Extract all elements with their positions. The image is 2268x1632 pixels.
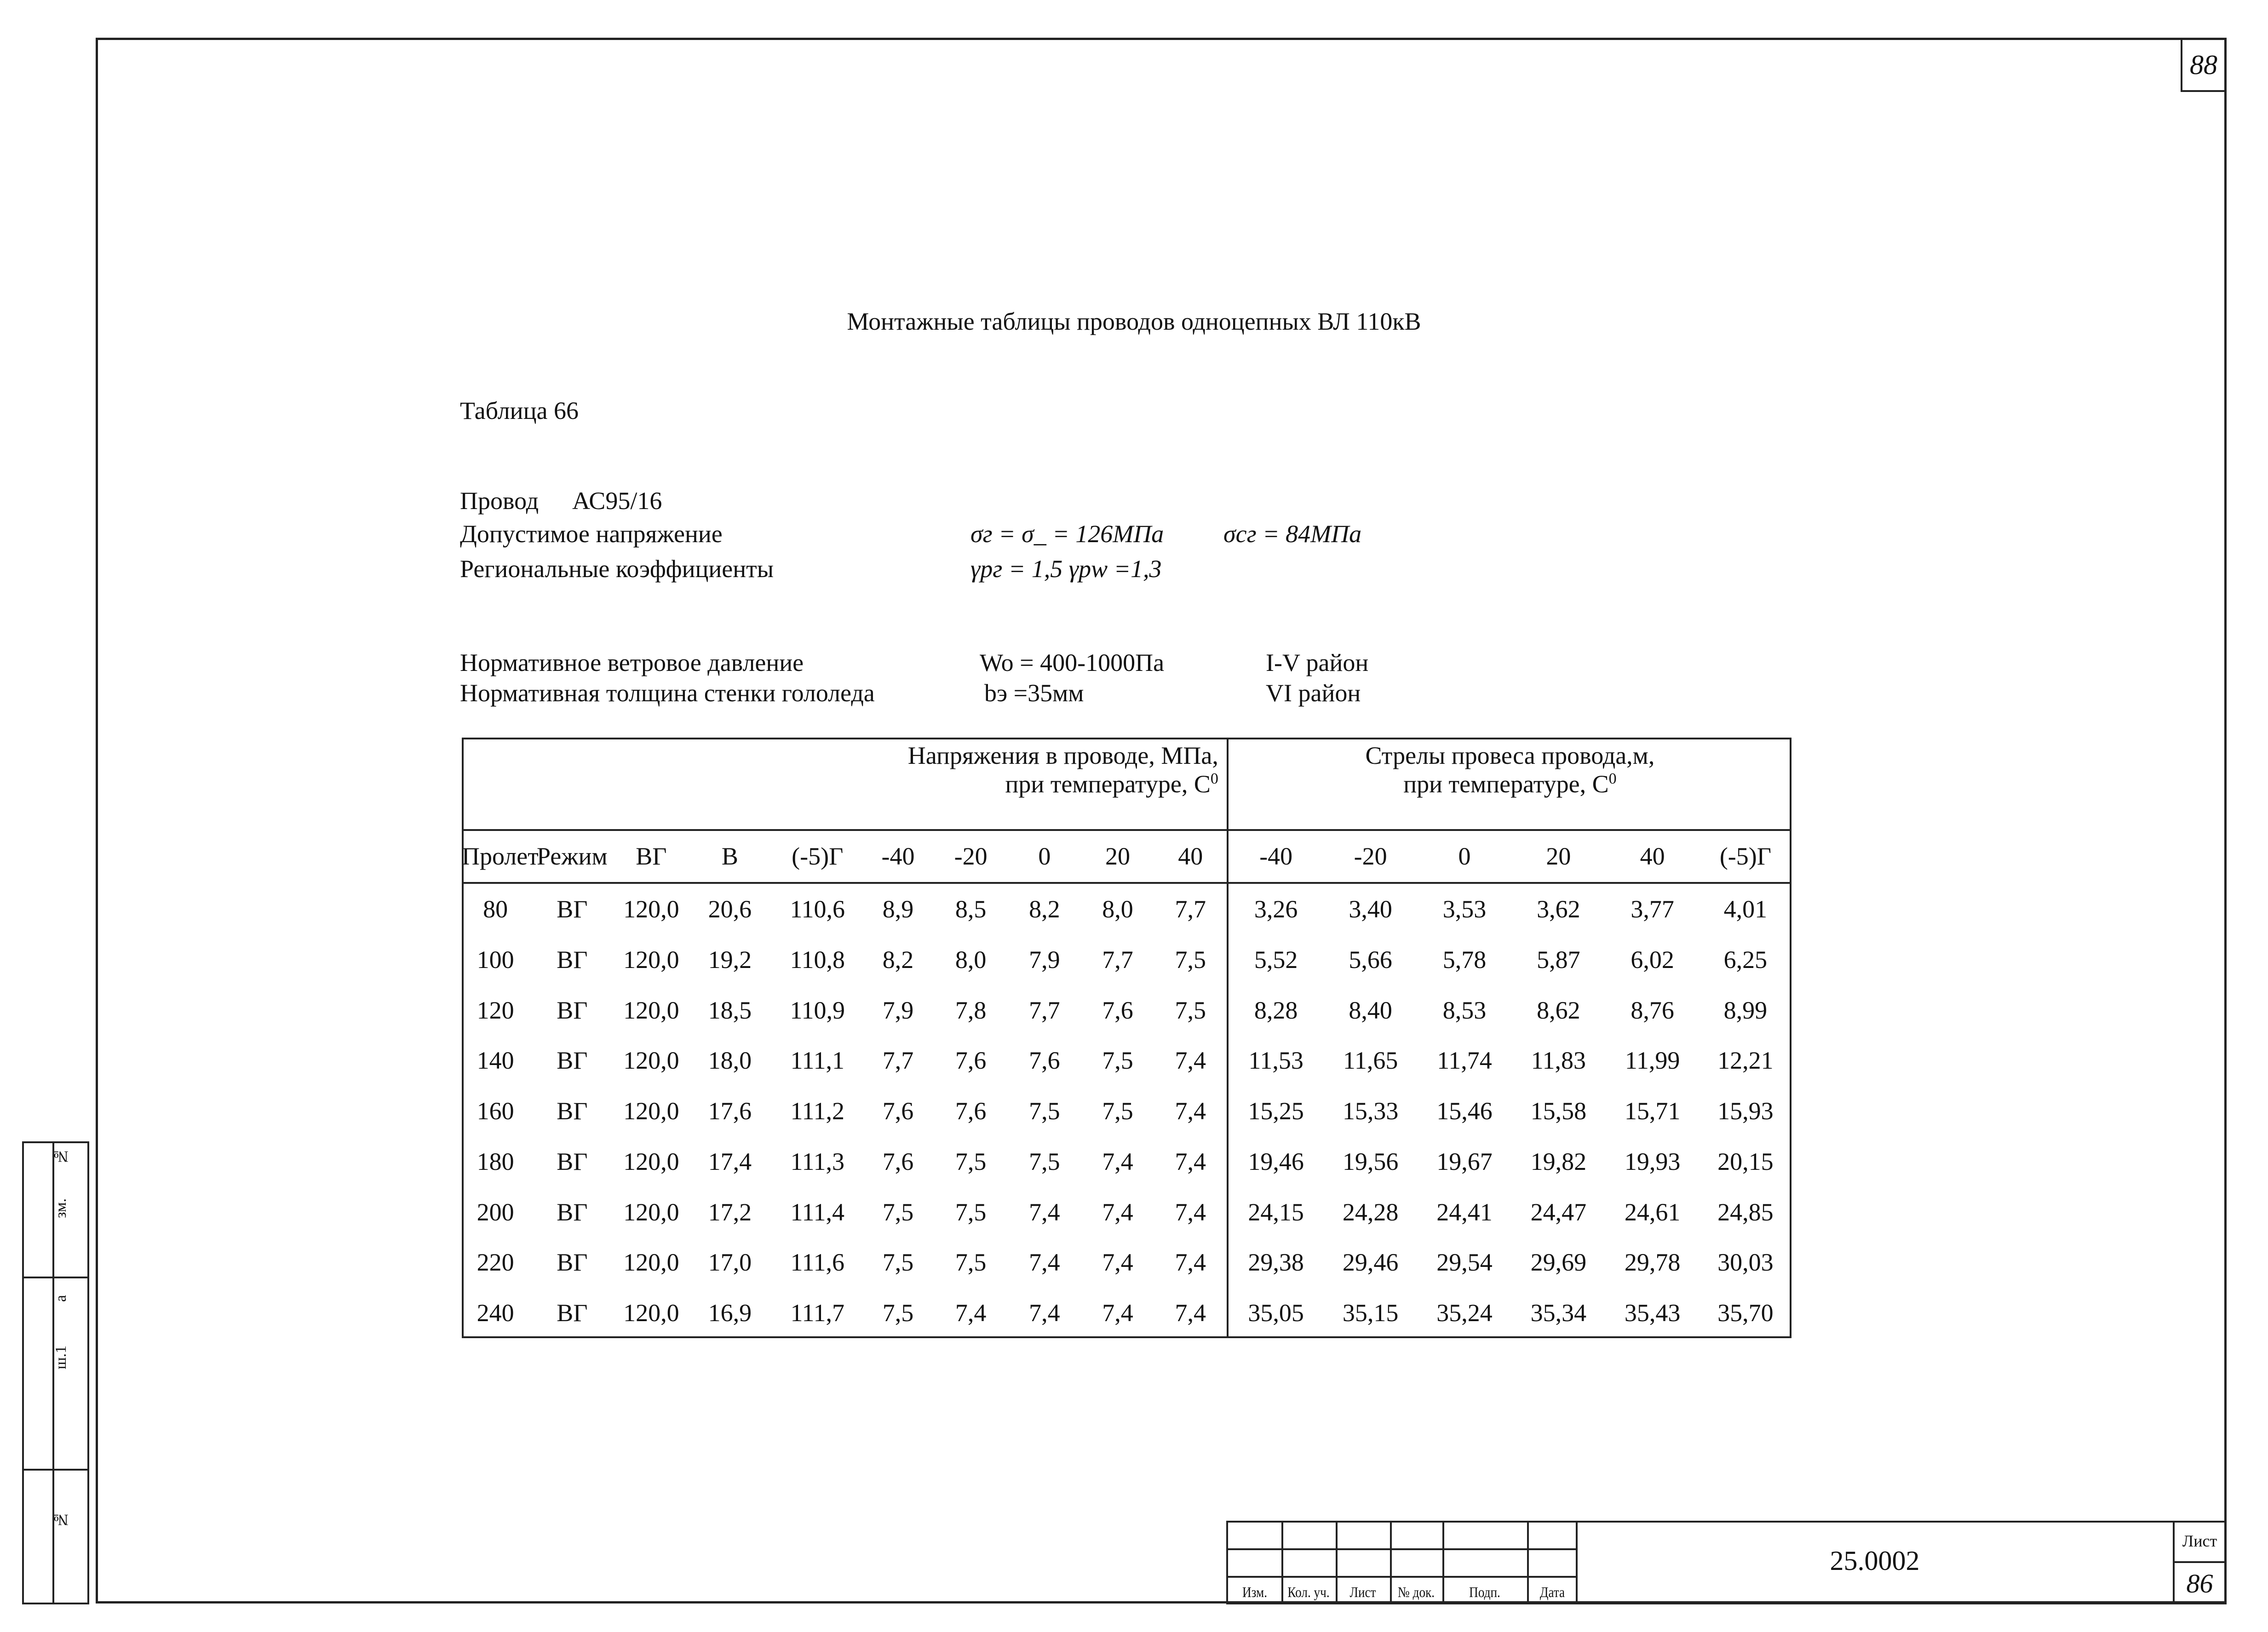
table-cell: 7,4 bbox=[955, 1299, 987, 1327]
table-row bbox=[462, 1036, 1791, 1086]
degree-sup: 0 bbox=[1210, 770, 1218, 788]
col-header-sag-0: 0 bbox=[1418, 830, 1511, 883]
table-cell: 12,21 bbox=[1717, 1047, 1774, 1075]
side-stamp-label: № bbox=[52, 1148, 69, 1165]
table-cell: 7,4 bbox=[1154, 1136, 1228, 1187]
side-stamp-label: зм. bbox=[52, 1198, 69, 1218]
table-cell: 7,5 bbox=[1102, 1097, 1133, 1125]
table-cell: 3,77 bbox=[1631, 895, 1674, 923]
col-header-sag-m5g: (-5)Г bbox=[1700, 830, 1791, 883]
table-cell: 8,99 bbox=[1723, 996, 1768, 1024]
table-cell: 24,61 bbox=[1624, 1198, 1681, 1226]
col-header-sag-20: 20 bbox=[1511, 830, 1605, 883]
table-row bbox=[462, 883, 1791, 934]
ice-thickness-value: bэ =35мм bbox=[984, 679, 1084, 707]
table-cell: 7,4 bbox=[1102, 1147, 1133, 1175]
table-cell: 8,2 bbox=[1029, 895, 1060, 923]
table-cell: 19,93 bbox=[1624, 1147, 1681, 1175]
col-header-sag-40: 40 bbox=[1605, 830, 1699, 883]
allowed-stress-value: σг = σ_ = 126МПа bbox=[970, 520, 1164, 548]
table-cell: 8,53 bbox=[1442, 996, 1487, 1024]
table-cell: 80 bbox=[483, 895, 508, 923]
table-cell: 6,02 bbox=[1631, 946, 1674, 974]
table-cell: 7,5 bbox=[1029, 1097, 1060, 1125]
corner-page-number: 88 bbox=[2181, 38, 2227, 92]
table-cell: 24,28 bbox=[1342, 1198, 1399, 1226]
table-cell: 11,74 bbox=[1437, 1047, 1492, 1075]
installation-table bbox=[462, 738, 1791, 1338]
stress-header-line1: Напряжения в проводе, МПа, bbox=[907, 742, 1218, 769]
table-cell: 3,62 bbox=[1537, 895, 1580, 923]
wind-region: I-V район bbox=[1266, 649, 1369, 676]
table-cell: 8,0 bbox=[955, 946, 987, 974]
ice-thickness-label: Нормативная толщина стенки гололеда bbox=[460, 679, 875, 707]
wire-value: АС95/16 bbox=[572, 487, 662, 515]
col-header-stress-40: 40 bbox=[1154, 830, 1228, 883]
wind-pressure-value: Wo = 400-1000Па bbox=[980, 649, 1165, 676]
table-cell: 7,6 bbox=[1029, 1047, 1060, 1075]
table-cell: 29,78 bbox=[1624, 1248, 1681, 1277]
table-row bbox=[462, 1086, 1791, 1136]
table-cell: 120,0 bbox=[623, 1047, 679, 1075]
table-cell: 111,1 bbox=[790, 1047, 844, 1075]
table-cell: 11,83 bbox=[1531, 1047, 1586, 1075]
table-cell: ВГ bbox=[557, 996, 588, 1024]
table-cell: 19,82 bbox=[1530, 1147, 1587, 1175]
table-cell: 120,0 bbox=[623, 946, 679, 974]
table-cell: ВГ bbox=[557, 1047, 588, 1075]
col-header-sag-m40: -40 bbox=[1228, 830, 1324, 883]
table-cell: 111,6 bbox=[790, 1248, 844, 1277]
regional-coeff-value: γрг = 1,5 γрw =1,3 bbox=[970, 555, 1162, 583]
table-cell: ВГ bbox=[557, 895, 588, 923]
side-stamp-label: № bbox=[52, 1511, 69, 1528]
table-cell: 120,0 bbox=[623, 895, 679, 923]
table-cell: 35,05 bbox=[1248, 1299, 1304, 1327]
table-cell: 7,5 bbox=[1102, 1047, 1133, 1075]
table-cell: 6,25 bbox=[1723, 946, 1768, 974]
table-cell: 18,5 bbox=[708, 996, 752, 1024]
table-cell: 7,8 bbox=[955, 996, 987, 1024]
table-cell: 180 bbox=[477, 1147, 514, 1175]
table-cell: 7,5 bbox=[882, 1198, 914, 1226]
table-cell: 15,33 bbox=[1342, 1097, 1399, 1125]
allowed-stress-label: Допустимое напряжение bbox=[460, 520, 723, 548]
table-cell: 7,5 bbox=[882, 1299, 914, 1327]
col-header-vg: ВГ bbox=[615, 830, 687, 883]
table-cell: 7,6 bbox=[955, 1047, 987, 1075]
table-cell: 110,8 bbox=[790, 946, 845, 974]
table-cell: 35,34 bbox=[1530, 1299, 1587, 1327]
document-number: 25.0002 bbox=[1830, 1546, 1920, 1576]
table-cell: 17,6 bbox=[708, 1097, 752, 1125]
table-cell: 220 bbox=[477, 1248, 514, 1277]
column-header-row bbox=[462, 830, 1791, 883]
table-cell: 7,5 bbox=[1154, 985, 1228, 1036]
side-stamp-label: а bbox=[52, 1295, 69, 1302]
page-title: Монтажные таблицы проводов одноцепных ВЛ 110кВ bbox=[847, 308, 1421, 335]
table-cell: 120,0 bbox=[623, 1147, 679, 1175]
rev-label-list: Лист bbox=[1349, 1584, 1376, 1600]
table-cell: 24,15 bbox=[1248, 1198, 1304, 1226]
table-cell: 8,62 bbox=[1537, 996, 1580, 1024]
table-cell: 35,43 bbox=[1624, 1299, 1681, 1327]
table-cell: 7,5 bbox=[955, 1198, 987, 1226]
table-cell: ВГ bbox=[557, 1097, 588, 1125]
table-cell: 120,0 bbox=[623, 1198, 679, 1226]
table-row bbox=[462, 1288, 1791, 1338]
table-cell: 110,9 bbox=[790, 996, 845, 1024]
table-cell: 35,70 bbox=[1717, 1299, 1774, 1327]
table-cell: 5,78 bbox=[1442, 946, 1487, 974]
table-cell: 7,5 bbox=[882, 1248, 914, 1277]
table-cell: 19,56 bbox=[1342, 1147, 1399, 1175]
table-cell: 7,7 bbox=[1029, 996, 1060, 1024]
table-row bbox=[462, 934, 1791, 985]
table-cell: 35,24 bbox=[1436, 1299, 1493, 1327]
table-cell: 8,9 bbox=[882, 895, 914, 923]
col-header-stress-20: 20 bbox=[1081, 830, 1154, 883]
table-cell: 11,53 bbox=[1248, 1047, 1303, 1075]
sheet-divider bbox=[2173, 1561, 2227, 1563]
table-cell: 111,7 bbox=[790, 1299, 844, 1327]
table-cell: 140 bbox=[477, 1047, 514, 1075]
table-cell: 120 bbox=[477, 996, 514, 1024]
regional-coeff-label: Региональные коэффициенты bbox=[460, 555, 774, 583]
table-cell: 100 bbox=[477, 946, 514, 974]
table-cell: 18,0 bbox=[708, 1047, 752, 1075]
table-cell: 7,9 bbox=[1029, 946, 1060, 974]
col-header-m5g: (-5)Г bbox=[772, 830, 862, 883]
allowed-stress-value2: σсг = 84МПа bbox=[1223, 520, 1362, 548]
table-cell: 19,46 bbox=[1248, 1147, 1304, 1175]
table-cell: 17,2 bbox=[708, 1198, 752, 1226]
table-cell: 111,3 bbox=[790, 1147, 844, 1175]
table-cell: 15,25 bbox=[1248, 1097, 1304, 1125]
table-cell: 17,0 bbox=[708, 1248, 752, 1277]
table-cell: 7,6 bbox=[882, 1097, 914, 1125]
table-cell: 7,7 bbox=[882, 1047, 914, 1075]
table-cell: 120,0 bbox=[623, 1299, 679, 1327]
table-cell: 8,28 bbox=[1254, 996, 1298, 1024]
table-cell: 5,87 bbox=[1537, 946, 1580, 974]
table-cell: 7,4 bbox=[1154, 1187, 1228, 1237]
degree-sup: 0 bbox=[1608, 770, 1617, 788]
table-row bbox=[462, 1187, 1791, 1237]
wire-label: Провод bbox=[460, 487, 539, 515]
table-cell: 120,0 bbox=[623, 1097, 679, 1125]
table-cell: 29,69 bbox=[1530, 1248, 1587, 1277]
table-cell: 7,4 bbox=[1029, 1248, 1060, 1277]
table-cell: 20,6 bbox=[708, 895, 752, 923]
table-cell: 3,26 bbox=[1254, 895, 1298, 923]
table-cell: 7,6 bbox=[1102, 996, 1133, 1024]
table-cell: 7,5 bbox=[1154, 934, 1228, 985]
table-cell: 7,9 bbox=[882, 996, 914, 1024]
rev-label-doc: № док. bbox=[1397, 1584, 1435, 1600]
table-cell: 7,4 bbox=[1154, 1288, 1228, 1338]
table-cell: ВГ bbox=[557, 1198, 588, 1226]
table-cell: 15,71 bbox=[1624, 1097, 1681, 1125]
table-cell: 8,0 bbox=[1102, 895, 1133, 923]
table-cell: ВГ bbox=[557, 1299, 588, 1327]
sheet-number: 86 bbox=[2186, 1569, 2213, 1598]
table-cell: 8,40 bbox=[1349, 996, 1392, 1024]
table-cell: 7,4 bbox=[1029, 1299, 1060, 1327]
table-cell: 110,6 bbox=[790, 895, 845, 923]
side-stamp-label: ш.1 bbox=[52, 1346, 69, 1369]
table-cell: 4,01 bbox=[1723, 895, 1768, 923]
table-cell: 7,4 bbox=[1102, 1198, 1133, 1226]
side-stamp bbox=[22, 1141, 89, 1604]
table-cell: 8,5 bbox=[955, 895, 987, 923]
table-cell: 7,5 bbox=[955, 1147, 987, 1175]
table-cell: 8,2 bbox=[882, 946, 914, 974]
table-cell: 7,6 bbox=[955, 1097, 987, 1125]
table-cell: 7,4 bbox=[1154, 1237, 1228, 1288]
table-cell: 11,65 bbox=[1343, 1047, 1398, 1075]
table-cell: 24,85 bbox=[1717, 1198, 1774, 1226]
sag-header bbox=[1228, 738, 1791, 830]
table-cell: 16,9 bbox=[708, 1299, 752, 1327]
table-cell: 29,46 bbox=[1342, 1248, 1399, 1277]
sheet-label: Лист bbox=[2182, 1532, 2217, 1550]
table-cell: 111,2 bbox=[790, 1097, 844, 1125]
table-cell: ВГ bbox=[557, 946, 588, 974]
col-header-sag-m20: -20 bbox=[1324, 830, 1418, 883]
table-cell: 24,47 bbox=[1530, 1198, 1587, 1226]
table-cell: 160 bbox=[477, 1097, 514, 1125]
col-header-v: В bbox=[687, 830, 772, 883]
table-cell: 7,4 bbox=[1102, 1299, 1133, 1327]
table-row bbox=[462, 1136, 1791, 1187]
table-cell: 120,0 bbox=[623, 1248, 679, 1277]
table-label: Таблица 66 bbox=[460, 397, 579, 424]
sag-header-line2: при температуре, С bbox=[1403, 770, 1609, 798]
rev-label-sign: Подп. bbox=[1469, 1584, 1500, 1600]
table-cell: 7,4 bbox=[1102, 1248, 1133, 1277]
table-cell: 15,46 bbox=[1436, 1097, 1493, 1125]
table-cell: 3,40 bbox=[1349, 895, 1392, 923]
wind-pressure-label: Нормативное ветровое давление bbox=[460, 649, 804, 676]
sag-header-line1: Стрелы провеса провода,м, bbox=[1365, 742, 1655, 769]
table-cell: 30,03 bbox=[1717, 1248, 1774, 1277]
table-cell: 15,93 bbox=[1717, 1097, 1774, 1125]
table-cell: ВГ bbox=[557, 1248, 588, 1277]
table-cell: 3,53 bbox=[1442, 895, 1487, 923]
col-header-stress-m40: -40 bbox=[862, 830, 934, 883]
table-cell: 7,7 bbox=[1154, 883, 1228, 934]
table-cell: 35,15 bbox=[1342, 1299, 1399, 1327]
table-cell: 7,4 bbox=[1029, 1198, 1060, 1226]
rev-label-izm: Изм. bbox=[1242, 1584, 1268, 1600]
table-cell: 7,5 bbox=[955, 1248, 987, 1277]
table-cell: 8,76 bbox=[1631, 996, 1674, 1024]
table-cell: 7,6 bbox=[882, 1147, 914, 1175]
rev-label-date: Дата bbox=[1539, 1584, 1565, 1600]
table-cell: 20,15 bbox=[1717, 1147, 1774, 1175]
table-cell: 24,41 bbox=[1436, 1198, 1493, 1226]
table-cell: 7,5 bbox=[1029, 1147, 1060, 1175]
col-header-stress-m20: -20 bbox=[934, 830, 1008, 883]
stress-header bbox=[462, 738, 1228, 830]
table-cell: 19,67 bbox=[1436, 1147, 1493, 1175]
table-cell: 29,38 bbox=[1248, 1248, 1304, 1277]
table-row bbox=[462, 985, 1791, 1036]
table-cell: 11,99 bbox=[1625, 1047, 1680, 1075]
table-row bbox=[462, 1237, 1791, 1288]
table-cell: 29,54 bbox=[1436, 1248, 1493, 1277]
stress-header-line2: при температуре, С bbox=[1005, 770, 1211, 798]
table-cell: 5,66 bbox=[1349, 946, 1392, 974]
table-cell: 200 bbox=[477, 1198, 514, 1226]
table-cell: 19,2 bbox=[708, 946, 752, 974]
table-cell: 15,58 bbox=[1530, 1097, 1587, 1125]
table-cell: 7,4 bbox=[1154, 1036, 1228, 1086]
table-cell: 7,7 bbox=[1102, 946, 1133, 974]
ice-region: VI район bbox=[1266, 679, 1361, 707]
col-header-span: Пролет bbox=[462, 830, 529, 883]
table-cell: ВГ bbox=[557, 1147, 588, 1175]
rev-label-kol: Кол. уч. bbox=[1287, 1584, 1330, 1600]
table-cell: 17,4 bbox=[708, 1147, 752, 1175]
table-cell: 5,52 bbox=[1254, 946, 1298, 974]
col-header-mode: Режим bbox=[529, 830, 615, 883]
revision-grid bbox=[1226, 1521, 1578, 1604]
table-cell: 120,0 bbox=[623, 996, 679, 1024]
table-cell: 240 bbox=[477, 1299, 514, 1327]
col-header-stress-0: 0 bbox=[1008, 830, 1081, 883]
table-cell: 7,4 bbox=[1154, 1086, 1228, 1136]
table-cell: 111,4 bbox=[790, 1198, 844, 1226]
